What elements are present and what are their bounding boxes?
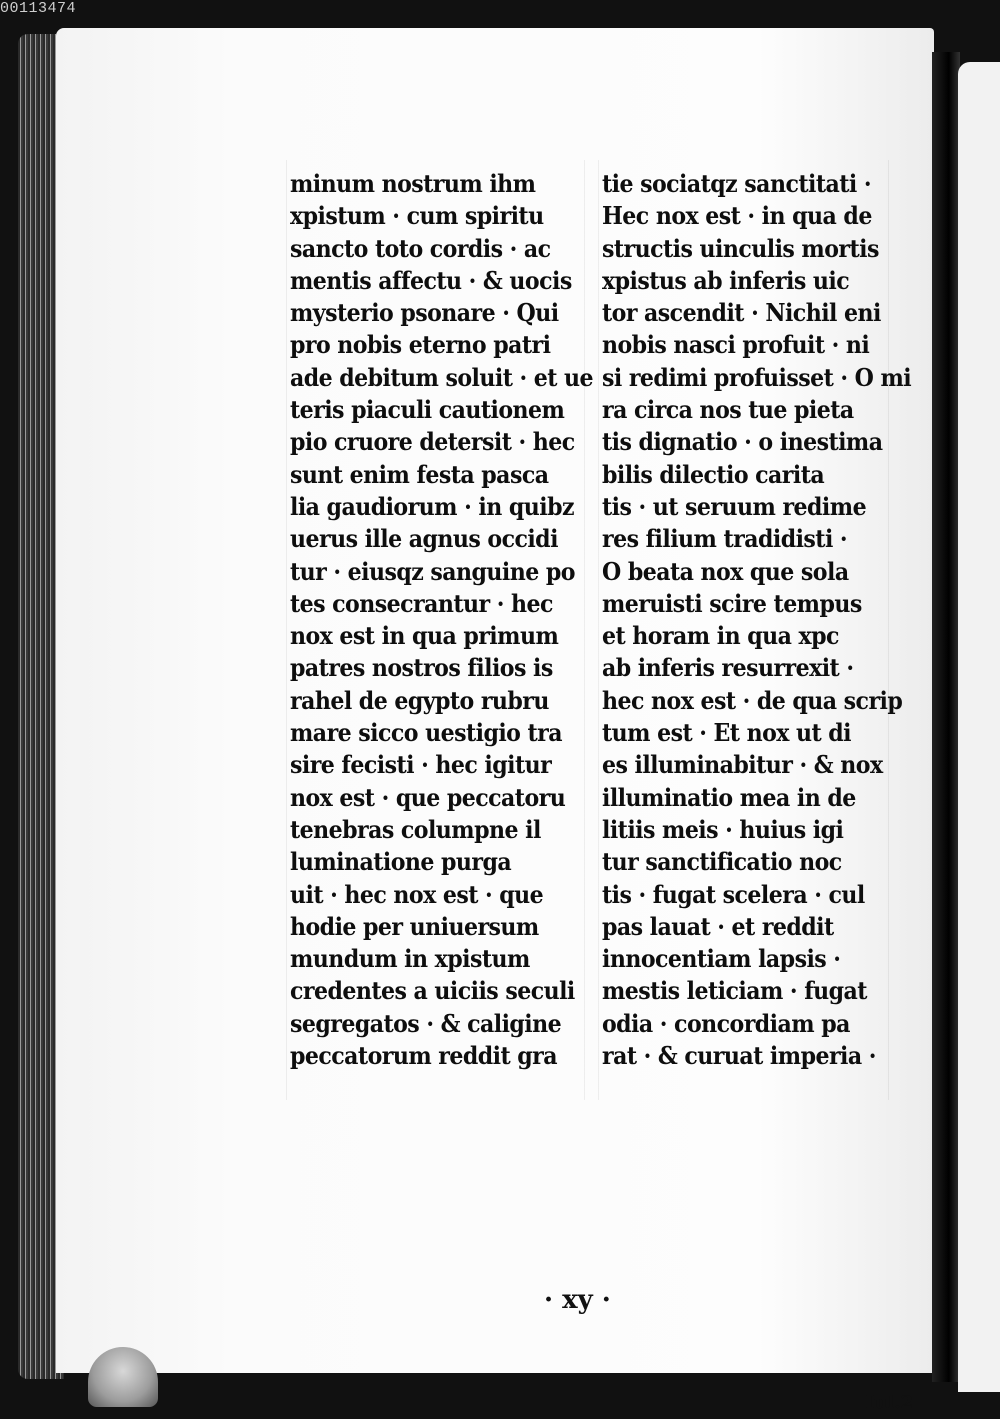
text-line: nox est · que peccatoru — [290, 782, 566, 812]
text-line: tis · fugat scelera · cul — [602, 879, 865, 909]
text-line: peccatorum reddit gra — [290, 1041, 557, 1071]
text-line: xpistus ab inferis uic — [602, 265, 850, 295]
text-line: rat · & curuat imperia · — [602, 1041, 876, 1071]
text-line: O beata nox que sola — [602, 556, 849, 586]
text-line: sancto toto cordis · ac — [290, 233, 551, 263]
text-line: tenebras columpne il — [290, 814, 541, 844]
text-line: mestis leticiam · fugat — [602, 976, 867, 1006]
text-line: tis · ut seruum redime — [602, 491, 867, 521]
text-line: ra circa nos tue pieta — [602, 395, 854, 425]
text-line: tur sanctificatio noc — [602, 847, 842, 877]
text-line: hec nox est · de qua scrip — [602, 685, 903, 715]
text-line: tes consecrantur · hec — [290, 588, 553, 618]
text-line: mentis affectu · & uocis — [290, 265, 572, 295]
folio-number: · xy · — [544, 1285, 611, 1315]
text-line: structis uinculis mortis — [602, 233, 879, 263]
text-line: et horam in qua xpc — [602, 621, 839, 651]
book-gutter — [932, 52, 960, 1382]
text-line: mundum in xpistum — [290, 944, 530, 974]
text-line: tor ascendit · Nichil eni — [602, 298, 881, 328]
text-line: pro nobis eterno patri — [290, 330, 551, 360]
text-line: si redimi profuisset · O mi — [602, 362, 912, 392]
text-line: luminatione purga — [290, 847, 512, 877]
text-line: nox est in qua primum — [290, 621, 559, 651]
scan-id-label: 00113474 — [0, 0, 77, 17]
ruling-line — [584, 160, 585, 1100]
text-line: lia gaudiorum · in quibz — [290, 491, 574, 521]
text-line: sunt enim festa pasca — [290, 459, 549, 489]
text-line: odia · concordiam pa — [602, 1008, 850, 1038]
text-line: mysterio psonare · Qui — [290, 298, 559, 328]
text-line: pio cruore detersit · hec — [290, 427, 575, 457]
text-line: minum nostrum ihm — [290, 169, 536, 198]
text-line: illuminatio mea in de — [602, 782, 856, 812]
text-line: uerus ille agnus occidi — [290, 524, 558, 554]
text-line: meruisti scire tempus — [602, 588, 862, 618]
text-line: res filium tradidisti · — [602, 524, 848, 554]
ruling-line — [888, 160, 889, 1100]
facing-page-edge — [958, 62, 1000, 1392]
text-line: ade debitum soluit · et ue — [290, 362, 594, 392]
text-line: hodie per uniuersum — [290, 911, 539, 941]
text-line: nobis nasci profuit · ni — [602, 330, 870, 360]
text-line: uit · hec nox est · que — [290, 879, 544, 909]
ruling-line — [598, 160, 599, 1100]
text-line: innocentiam lapsis · — [602, 944, 841, 974]
text-line: ab inferis resurrexit · — [602, 653, 854, 683]
text-line: segregatos · & caligine — [290, 1008, 562, 1038]
text-line: Hec nox est · in qua de — [602, 201, 872, 231]
text-line: teris piaculi cautionem — [290, 395, 565, 425]
corner-annotation: Iul.2 — [866, 1392, 914, 1413]
text-line: tis dignatio · o inestima — [602, 427, 883, 457]
text-line: tur · eiusqz sanguine po — [290, 556, 575, 586]
text-line: sire fecisti · hec igitur — [290, 750, 552, 780]
left-text-column — [290, 168, 594, 1072]
text-line: es illuminabitur · & nox — [602, 750, 883, 780]
text-line: rahel de egypto rubru — [290, 685, 549, 715]
text-line: pas lauat · et reddit — [602, 911, 834, 941]
text-line: xpistum · cum spiritu — [290, 201, 544, 231]
text-line: litiis meis · huius igi — [602, 814, 844, 844]
text-line: tie sociatqz sanctitati · — [602, 169, 871, 198]
right-text-column — [602, 168, 912, 1072]
text-line: mare sicco uestigio tra — [290, 718, 562, 748]
ruling-line — [286, 160, 287, 1100]
text-line: patres nostros filios is — [290, 653, 553, 683]
text-line: tum est · Et nox ut di — [602, 718, 852, 748]
text-line: bilis dilectio carita — [602, 459, 825, 489]
text-line: credentes a uiciis seculi — [290, 976, 575, 1006]
